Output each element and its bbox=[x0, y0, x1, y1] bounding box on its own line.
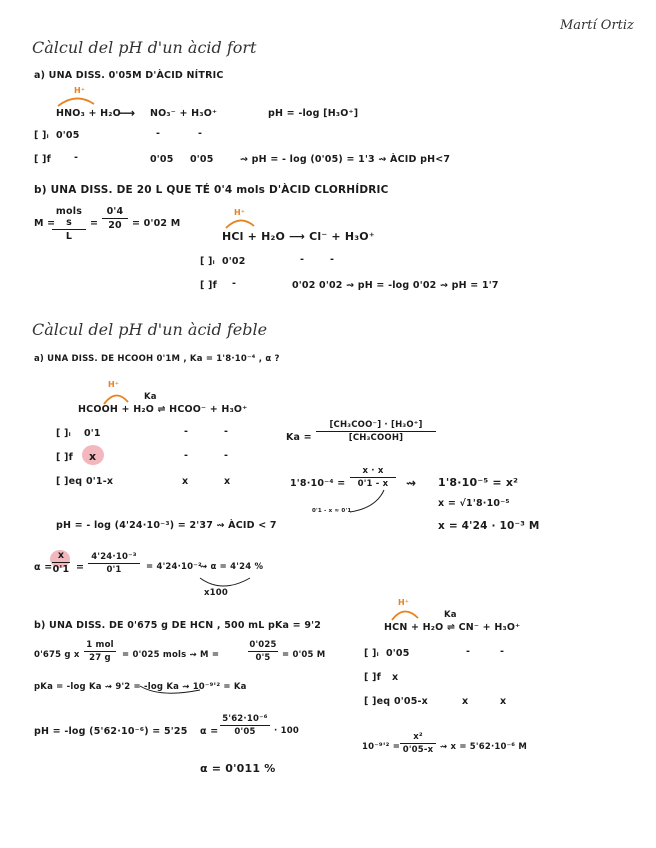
s2b-row-i-value: 0'05 bbox=[386, 648, 410, 659]
s2a-solve1: 1'8·10⁻⁵ = x² bbox=[438, 476, 519, 489]
s2b-x2: x bbox=[500, 696, 507, 707]
s2a-alpha-den2: 0'1 bbox=[106, 565, 122, 575]
s1a-reaction-left: HNO₃ + H₂O bbox=[56, 108, 121, 119]
s1b-dash2: - bbox=[330, 254, 335, 265]
s2b-proton-arrow bbox=[392, 611, 418, 620]
s1a-dash1: - bbox=[156, 128, 161, 139]
s1a-row-f-v1: 0'05 bbox=[150, 154, 174, 165]
s2a-catalyst: H⁺ bbox=[108, 380, 119, 389]
s1b-row-f-values: 0'02 0'02 ⇝ pH = -log 0'02 ⇝ pH = 1'7 bbox=[292, 280, 499, 291]
s2a-row-eq-label: [ ]eq bbox=[56, 476, 83, 487]
s2b-catalyst: H⁺ bbox=[398, 598, 409, 607]
s2a-ka-expr-den: [CH₃COOH] bbox=[348, 433, 404, 443]
s2b-dash2: - bbox=[500, 646, 505, 657]
s1b-row-f-label: [ ]f bbox=[200, 280, 217, 291]
s1a-heading: a) UNA DISS. 0'05M D'ÀCID NÍTRIC bbox=[34, 70, 224, 81]
s2a-ka-expr-num: [CH₃COO⁻] · [H₃O⁺] bbox=[329, 420, 423, 430]
s2a-row-f-value: x bbox=[89, 450, 97, 463]
s2b-mass-num: 1 mol bbox=[86, 640, 114, 650]
s2a-row-i-value: 0'1 bbox=[84, 428, 101, 439]
s1a-row-f-dash: - bbox=[74, 152, 79, 163]
s2b-final-left: 10⁻⁹'² = bbox=[362, 742, 401, 752]
s2a-dash-a: - bbox=[184, 426, 189, 437]
s2a-ka-value-left: 1'8·10⁻⁴ = bbox=[290, 478, 346, 489]
s2b-mass-conv-left: 0'675 g x bbox=[34, 650, 80, 660]
s2a-eq: = bbox=[76, 562, 85, 573]
s2a-alpha-label: α = bbox=[34, 562, 53, 573]
s2b-ka-above-arrow: Ka bbox=[444, 610, 457, 620]
s2a-row-f-label: [ ]f bbox=[56, 452, 73, 463]
s2b-row-f-value: x bbox=[392, 672, 399, 683]
s1b-frac1-num: mols s bbox=[55, 206, 83, 228]
s2b-mass-conv-result: = 0'025 mols ⇝ M = bbox=[122, 650, 220, 660]
s1a-row-i-label: [ ]ᵢ bbox=[34, 130, 49, 141]
s2b-reaction: HCN + H₂O ⇌ CN⁻ + H₃O⁺ bbox=[384, 622, 521, 633]
s1b-frac2-den: 20 bbox=[108, 220, 122, 231]
s1b-frac2-num: 0'4 bbox=[106, 206, 124, 217]
s2b-log-underline bbox=[140, 686, 200, 693]
s2b-final-result: ⇝ x = 5'62·10⁻⁶ M bbox=[440, 742, 528, 752]
s1b-row-f-dash: - bbox=[232, 278, 237, 289]
s1a-arrow: ⟶ bbox=[118, 106, 136, 120]
s1b-proton-arrow bbox=[226, 220, 254, 228]
s2a-approx-arrow bbox=[350, 490, 384, 512]
s2a-proton-arrow bbox=[104, 395, 128, 404]
s2b-alpha-result: α = 0'011 % bbox=[200, 762, 276, 775]
s1a-catalyst: H⁺ bbox=[74, 86, 85, 95]
s2a-solve3: x = 4'24 · 10⁻³ M bbox=[438, 520, 540, 532]
s1a-ph-formula: pH = -log [H₃O⁺] bbox=[268, 108, 359, 119]
s2b-M-result: = 0'05 M bbox=[282, 650, 326, 660]
s2b-final-den: 0'05-x bbox=[402, 745, 434, 755]
s1b-row-i-value: 0'02 bbox=[222, 256, 246, 267]
s2a-ka-value-num: x · x bbox=[362, 466, 384, 476]
s2a-ka-expr-label: Ka = bbox=[286, 432, 312, 443]
s2b-alpha-tail: · 100 bbox=[274, 726, 299, 736]
section1-title: Càlcul del pH d'un àcid fort bbox=[32, 38, 257, 57]
s2a-ka-value-den: 0'1 - x bbox=[357, 479, 389, 489]
s2a-arrow-wave: ⇝ bbox=[406, 476, 417, 490]
s1b-result-M: = 0'02 M bbox=[132, 218, 181, 229]
s2b-mass-den: 27 g bbox=[89, 653, 111, 663]
s2b-row-eq-value: 0'05-x bbox=[394, 696, 429, 707]
s1a-result: ⇝ pH = - log (0'05) = 1'3 ⇝ ÀCID pH<7 bbox=[240, 154, 451, 165]
s2b-heading: b) UNA DISS. DE 0'675 g DE HCN , 500 mL pKa = 9'2 bbox=[34, 620, 322, 631]
s2a-heading: a) UNA DISS. DE HCOOH 0'1M , Ka = 1'8·10⁻⁴ , α ? bbox=[34, 354, 280, 364]
s2a-ph: pH = - log (4'24·10⁻³) = 2'37 ⇝ ÀCID < 7 bbox=[56, 520, 277, 531]
s2a-reaction: HCOOH + H₂O ⇌ HCOO⁻ + H₃O⁺ bbox=[78, 404, 248, 415]
s2a-x1: x bbox=[182, 476, 189, 487]
author-signature: Martí Ortiz bbox=[560, 18, 634, 33]
s2b-row-eq-label: [ ]eq bbox=[364, 696, 391, 707]
s2b-final-num: x² bbox=[413, 732, 423, 742]
s2a-alpha-den: 0'1 bbox=[52, 564, 70, 575]
s2b-M-num: 0'025 bbox=[249, 640, 277, 650]
s2a-x2: x bbox=[224, 476, 231, 487]
s2b-x1: x bbox=[462, 696, 469, 707]
s2a-dash-b: - bbox=[224, 426, 229, 437]
s1b-heading: b) UNA DISS. DE 20 L QUE TÉ 0'4 mols D'ÀCID CLORHÍDRIC bbox=[34, 184, 389, 196]
s2b-pka-line: pKa = -log Ka ⇝ 9'2 = -log Ka ⇝ 10⁻⁹'² = Ka bbox=[34, 682, 247, 692]
s2a-dash-d: - bbox=[224, 450, 229, 461]
s2b-ph-line: pH = -log (5'62·10⁻⁶) = 5'25 bbox=[34, 726, 188, 737]
s2a-alpha-num: x bbox=[57, 550, 65, 561]
s1a-dash2: - bbox=[198, 128, 203, 139]
s2b-alpha-num: 5'62·10⁻⁶ bbox=[222, 714, 268, 724]
s2b-alpha-den: 0'05 bbox=[234, 727, 256, 737]
s1b-row-i-label: [ ]ᵢ bbox=[200, 256, 215, 267]
s2a-dash-c: - bbox=[184, 450, 189, 461]
s2b-row-f-label: [ ]f bbox=[364, 672, 381, 683]
s2b-alpha-label: α = bbox=[200, 726, 219, 737]
s1a-proton-arrow bbox=[58, 98, 94, 106]
s2a-ka-above-arrow: Ka bbox=[144, 392, 157, 402]
s1b-M-label: M = bbox=[34, 218, 56, 229]
s1b-frac1-den: L bbox=[65, 231, 73, 242]
s1b-reaction: HCl + H₂O ⟶ Cl⁻ + H₃O⁺ bbox=[222, 230, 375, 243]
s2a-solve2: x = √1'8·10⁻⁵ bbox=[438, 498, 510, 509]
s2a-row-eq-value: 0'1-x bbox=[86, 476, 114, 487]
s2b-M-den: 0'5 bbox=[255, 653, 271, 663]
section2-title: Càlcul del pH d'un àcid feble bbox=[32, 320, 268, 339]
s2b-row-i-label: [ ]ᵢ bbox=[364, 648, 379, 659]
s1b-catalyst: H⁺ bbox=[234, 208, 245, 217]
s2a-alpha-num2: 4'24·10⁻³ bbox=[91, 552, 137, 562]
s1a-row-i-value: 0'05 bbox=[56, 130, 80, 141]
s2a-times100: x100 bbox=[204, 588, 229, 598]
s2a-approx-note: 0'1 - x ≈ 0'1 bbox=[312, 508, 352, 514]
s2a-alpha-val: = 4'24·10⁻² bbox=[146, 562, 202, 572]
s1a-row-f-v2: 0'05 bbox=[190, 154, 214, 165]
s2a-alpha-result: ⇝ α = 4'24 % bbox=[200, 562, 264, 572]
s2b-dash1: - bbox=[466, 646, 471, 657]
s1b-eq: = bbox=[90, 218, 99, 229]
s1b-dash1: - bbox=[300, 254, 305, 265]
s1a-reaction-right: NO₃⁻ + H₃O⁺ bbox=[150, 108, 218, 119]
s2a-row-i-label: [ ]ᵢ bbox=[56, 428, 71, 439]
s1a-row-f-label: [ ]f bbox=[34, 154, 51, 165]
s2a-alpha-curve bbox=[200, 578, 250, 586]
